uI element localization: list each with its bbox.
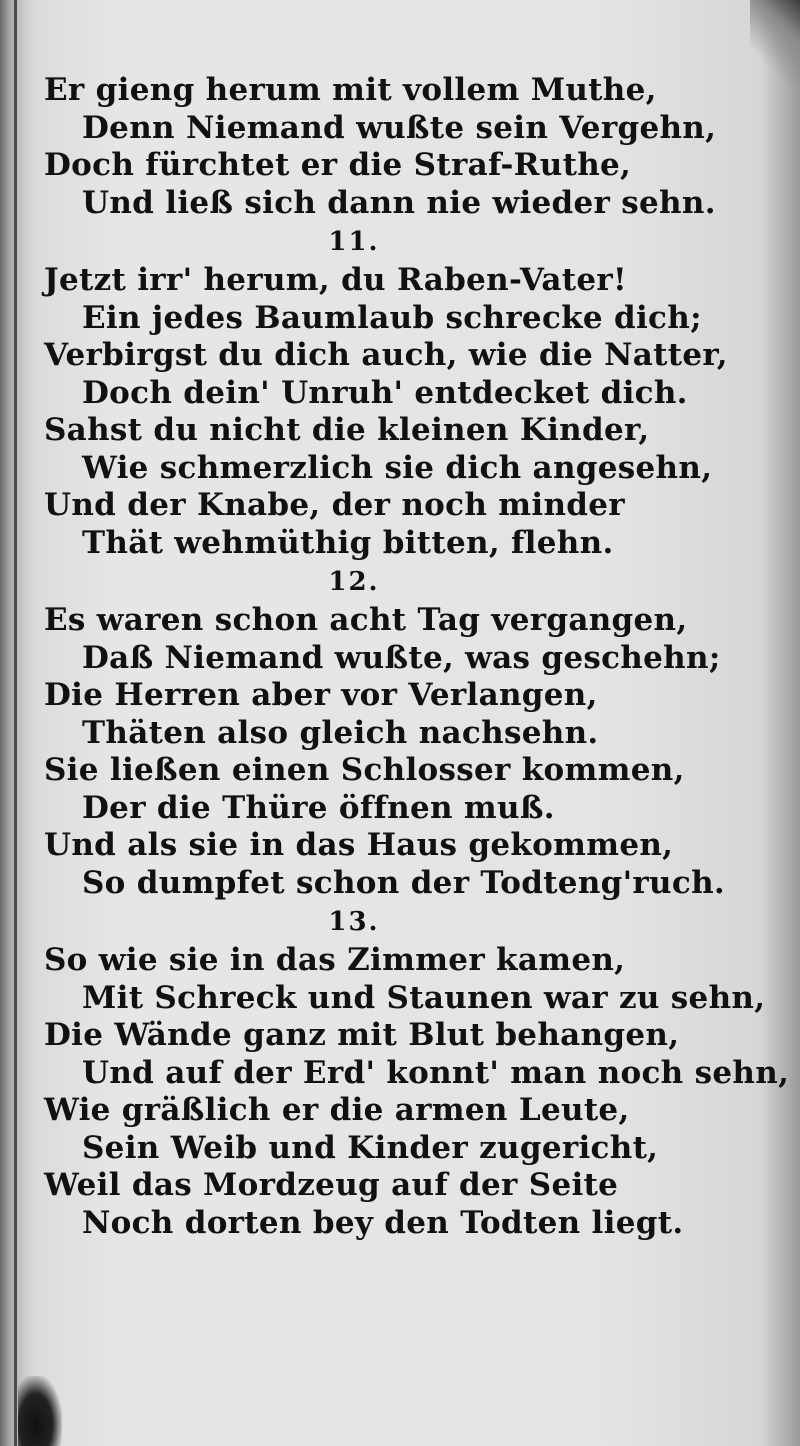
verse-line: Daß Niemand wußte, was geschehn; bbox=[82, 639, 721, 676]
verse-line: Der die Thüre öffnen muß. bbox=[82, 789, 555, 826]
verse-line: Und als sie in das Haus gekommen, bbox=[44, 827, 674, 863]
verse-line: So wie sie in das Zimmer kamen, bbox=[44, 942, 626, 978]
stanza-number: 11. bbox=[328, 227, 380, 257]
stanza-number: 13. bbox=[328, 907, 380, 937]
poem-text bbox=[44, 72, 790, 1242]
verse-line: Noch dorten bey den Todten liegt. bbox=[82, 1204, 684, 1241]
page-corner-shadow bbox=[750, 0, 800, 90]
verse-line: Wie schmerzlich sie dich angesehn, bbox=[82, 449, 713, 486]
verse-line: Die Wände ganz mit Blut behangen, bbox=[44, 1017, 680, 1053]
verse-line: Ein jedes Baumlaub schrecke dich; bbox=[82, 299, 702, 336]
verse-line: Sie ließen einen Schlosser kommen, bbox=[44, 752, 685, 788]
stanza-number: 12. bbox=[328, 567, 380, 597]
verse-line: Denn Niemand wußte sein Vergehn, bbox=[82, 109, 717, 146]
verse-line: Und ließ sich dann nie wieder sehn. bbox=[82, 184, 716, 221]
verse-line: Doch dein' Unruh' entdecket dich. bbox=[82, 374, 688, 411]
stanza-12 bbox=[44, 562, 744, 902]
verse-line: Weil das Mordzeug auf der Seite bbox=[44, 1167, 619, 1203]
verse-line: Wie gräßlich er die armen Leute, bbox=[44, 1092, 630, 1128]
verse-line: Die Herren aber vor Verlangen, bbox=[44, 677, 598, 713]
stanza-13 bbox=[44, 902, 790, 1242]
verse-line: So dumpfet schon der Todteng'ruch. bbox=[82, 864, 726, 901]
verse-line: Und der Knabe, der noch minder bbox=[44, 487, 625, 523]
verse-line: Mit Schreck und Staunen war zu sehn, bbox=[82, 979, 766, 1016]
stanza-11 bbox=[44, 222, 744, 562]
verse-line: Thät wehmüthig bitten, flehn. bbox=[82, 524, 614, 561]
gutter-edge-line bbox=[14, 0, 17, 1446]
verse-line: Doch fürchtet er die Straf-Ruthe, bbox=[44, 147, 632, 183]
verse-line: Verbirgst du dich auch, wie die Natter, bbox=[44, 337, 728, 373]
verse-line: Thäten also gleich nachsehn. bbox=[82, 714, 599, 751]
verse-line: Es waren schon acht Tag vergangen, bbox=[44, 602, 688, 638]
verse-line: Sahst du nicht die kleinen Kinder, bbox=[44, 412, 650, 448]
verse-line: Jetzt irr' herum, du Raben-Vater! bbox=[44, 262, 627, 298]
ink-blot bbox=[18, 1376, 62, 1446]
verse-line: Und auf der Erd' konnt' man noch sehn, bbox=[82, 1054, 790, 1091]
verse-line: Sein Weib und Kinder zugericht, bbox=[82, 1129, 659, 1166]
verse-line: Er gieng herum mit vollem Muthe, bbox=[44, 72, 657, 108]
stanza-10-end bbox=[44, 72, 744, 222]
